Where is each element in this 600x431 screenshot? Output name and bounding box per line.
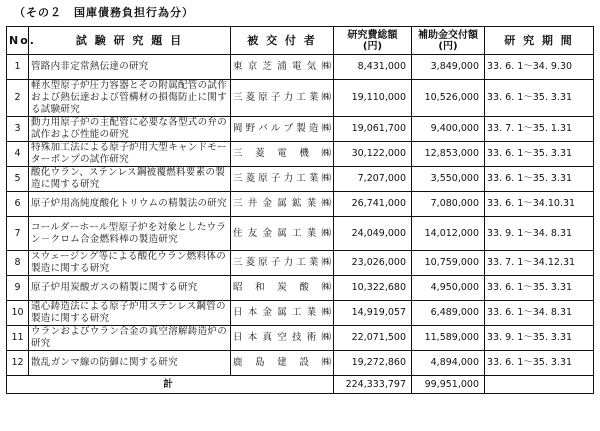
row-period: 33. 6. 1～35. 3.31 <box>485 80 594 117</box>
row-recipient: 鹿島建設㈱ <box>231 351 334 376</box>
row-total-cost: 8,431,000 <box>334 55 412 80</box>
row-subsidy: 4,950,000 <box>412 276 485 301</box>
row-no: 10 <box>7 301 29 326</box>
row-subsidy: 7,080,000 <box>412 192 485 217</box>
row-total-cost: 19,061,700 <box>334 117 412 142</box>
row-title: ウランおよびウラン合金の真空溶解鋳造炉の研究 <box>29 326 231 351</box>
header-total-cost-line1: 研究費総額 <box>347 29 398 41</box>
row-no: 1 <box>7 55 29 80</box>
row-total-cost: 10,322,680 <box>334 276 412 301</box>
row-period: 33. 6. 1～34.10.31 <box>485 192 594 217</box>
row-period: 33. 6. 1～35. 3.31 <box>485 276 594 301</box>
research-grant-table <box>6 26 594 394</box>
row-total-cost: 24,049,000 <box>334 217 412 251</box>
row-title: 特殊加工法による原子炉用大型キャンドモーターポンプの試作研究 <box>29 142 231 167</box>
row-recipient: 岡野バルブ製造㈱ <box>231 117 334 142</box>
row-total-cost: 14,919,057 <box>334 301 412 326</box>
table-row <box>7 80 594 117</box>
row-no: 4 <box>7 142 29 167</box>
table-caption: （その２ 国庫債務負担行為分） <box>14 6 194 19</box>
row-title: 原子炉用高純度酸化トリウムの精製法の研究 <box>29 192 231 217</box>
table-row <box>7 217 594 251</box>
row-title: 軽水型原子炉圧力容器とその附属配管の試作および熱伝達および管構材の損傷防止に関する試験研究 <box>29 80 231 117</box>
row-subsidy: 10,759,000 <box>412 251 485 276</box>
row-period: 33. 6. 1～35. 3.31 <box>485 167 594 192</box>
header-period: 研 究 期 間 <box>485 27 594 55</box>
row-no: 9 <box>7 276 29 301</box>
row-total-cost: 19,272,860 <box>334 351 412 376</box>
header-total-cost <box>334 27 412 55</box>
row-total-cost: 23,026,000 <box>334 251 412 276</box>
total-label: 計 <box>7 376 334 394</box>
table-row <box>7 167 594 192</box>
total-period-empty <box>485 376 594 394</box>
row-title: コールダーホール型原子炉を対象としたウラン－クロム合金燃料棒の製造研究 <box>29 217 231 251</box>
header-row <box>7 27 594 55</box>
row-period: 33. 7. 1～34.12.31 <box>485 251 594 276</box>
row-no: 5 <box>7 167 29 192</box>
row-total-cost: 7,207,000 <box>334 167 412 192</box>
row-no: 11 <box>7 326 29 351</box>
row-title: 散乱ガンマ線の防御に関する研究 <box>29 351 231 376</box>
header-recipient: 被 交 付 者 <box>231 27 334 55</box>
row-recipient: 昭和炭酸㈱ <box>231 276 334 301</box>
row-subsidy: 4,894,000 <box>412 351 485 376</box>
table-row <box>7 301 594 326</box>
row-subsidy: 3,849,000 <box>412 55 485 80</box>
row-period: 33. 6. 1～35. 3.31 <box>485 351 594 376</box>
row-period: 33. 9. 1～34. 8.31 <box>485 217 594 251</box>
header-title: 試 験 研 究 題 目 <box>29 27 231 55</box>
row-subsidy: 10,526,000 <box>412 80 485 117</box>
table-row <box>7 117 594 142</box>
row-no: 12 <box>7 351 29 376</box>
header-no: No. <box>7 27 29 55</box>
row-subsidy: 14,012,000 <box>412 217 485 251</box>
row-recipient: 三菱原子力工業㈱ <box>231 251 334 276</box>
row-recipient: 三菱原子力工業㈱ <box>231 80 334 117</box>
row-title: 酸化ウラン、ステンレス鋼被覆燃料要素の製造に関する研究 <box>29 167 231 192</box>
row-subsidy: 12,853,000 <box>412 142 485 167</box>
row-recipient: 三菱電機㈱ <box>231 142 334 167</box>
header-total-cost-line2: (円) <box>362 40 383 52</box>
header-subsidy-line1: 補助金交付額 <box>418 29 478 41</box>
row-total-cost: 26,741,000 <box>334 192 412 217</box>
row-total-cost: 30,122,000 <box>334 142 412 167</box>
row-subsidy: 9,400,000 <box>412 117 485 142</box>
table-row <box>7 192 594 217</box>
row-title: 原子炉用炭酸ガスの精製に関する研究 <box>29 276 231 301</box>
row-title: 管路内非定常熱伝達の研究 <box>29 55 231 80</box>
total-row <box>7 376 594 394</box>
row-period: 33. 9. 1～35. 3.31 <box>485 326 594 351</box>
row-recipient: 東京芝浦電気㈱ <box>231 55 334 80</box>
row-total-cost: 19,110,000 <box>334 80 412 117</box>
row-no: 6 <box>7 192 29 217</box>
row-recipient: 日本金属工業㈱ <box>231 301 334 326</box>
header-subsidy <box>412 27 485 55</box>
row-period: 33. 6. 1～34. 8.31 <box>485 301 594 326</box>
row-recipient: 住友金属工業㈱ <box>231 217 334 251</box>
row-total-cost: 22,071,500 <box>334 326 412 351</box>
table-row <box>7 326 594 351</box>
row-recipient: 三井金属鉱業㈱ <box>231 192 334 217</box>
total-subsidy-sum: 99,951,000 <box>412 376 485 394</box>
row-period: 33. 6. 1～34. 9.30 <box>485 55 594 80</box>
table-row <box>7 276 594 301</box>
table-row <box>7 142 594 167</box>
row-title: 遠心鋳造法による原子炉用ステンレス鋼管の製造に関する研究 <box>29 301 231 326</box>
row-no: 2 <box>7 80 29 117</box>
row-recipient: 日本真空技術㈱ <box>231 326 334 351</box>
row-period: 33. 6. 1～35. 3.31 <box>485 142 594 167</box>
row-no: 7 <box>7 217 29 251</box>
row-subsidy: 3,550,000 <box>412 167 485 192</box>
row-title: スウェージング等による酸化ウラン燃料体の製造に関する研究 <box>29 251 231 276</box>
row-title: 動力用原子炉の主配管に必要な各型式の弁の試作および性能の研究 <box>29 117 231 142</box>
row-no: 3 <box>7 117 29 142</box>
row-period: 33. 7. 1～35. 1.31 <box>485 117 594 142</box>
row-subsidy: 6,489,000 <box>412 301 485 326</box>
row-recipient: 三菱原子力工業㈱ <box>231 167 334 192</box>
table-row <box>7 351 594 376</box>
table-row <box>7 251 594 276</box>
header-subsidy-line2: (円) <box>438 40 458 52</box>
total-cost-sum: 224,333,797 <box>334 376 412 394</box>
row-no: 8 <box>7 251 29 276</box>
table-row <box>7 55 594 80</box>
row-subsidy: 11,589,000 <box>412 326 485 351</box>
